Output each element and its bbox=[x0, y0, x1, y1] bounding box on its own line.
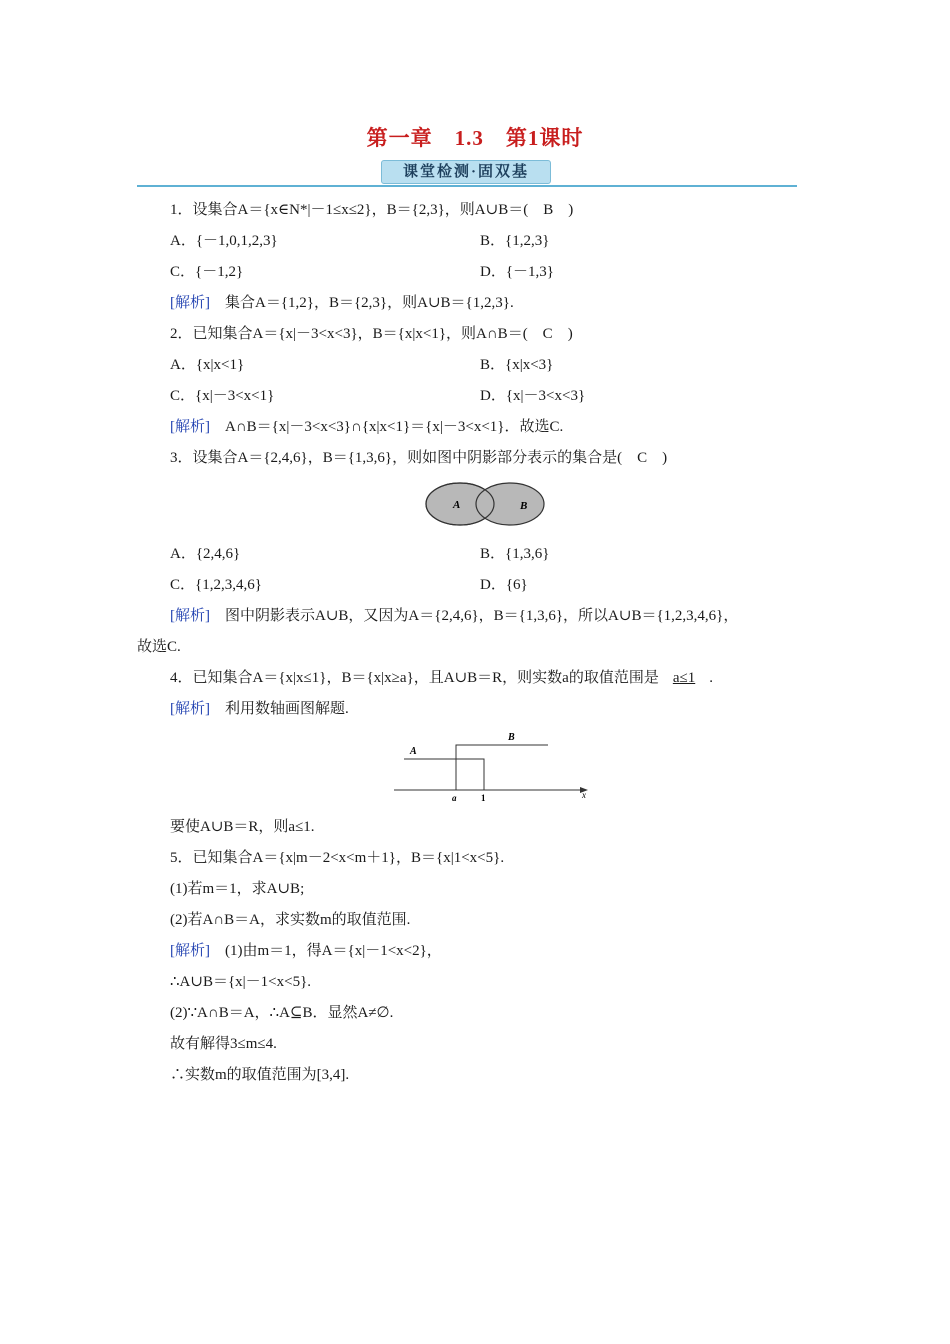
q1-analysis bbox=[170, 293, 514, 313]
q4-stem-text: 4．已知集合A＝{x|x≤1}，B＝{x|x≥a}，且A∪B＝R，则实数a的取值范围是 bbox=[170, 670, 659, 686]
q5-solution-4: 故有解得3≤m≤4. bbox=[170, 1036, 277, 1052]
tick-1: 1 bbox=[481, 793, 486, 803]
q3-analysis-cont: 故选C. bbox=[137, 639, 181, 655]
axis-label-a: A bbox=[410, 746, 417, 757]
venn-label-a: A bbox=[453, 499, 461, 511]
q3-option-d: D．{6} bbox=[480, 577, 528, 593]
analysis-tag: [解析] bbox=[170, 701, 210, 717]
analysis-tag: [解析] bbox=[170, 295, 210, 311]
q3-option-b: B．{1,3,6} bbox=[480, 546, 550, 562]
q1-option-b: B．{1,2,3} bbox=[480, 233, 550, 249]
q5-solution-2: ∴A∪B＝{x|－1<x<5}. bbox=[170, 974, 312, 990]
q1-option-c: C．{－1,2} bbox=[170, 264, 244, 280]
q5-solution-5: ∴实数m的取值范围为[3,4]. bbox=[170, 1067, 350, 1083]
q3-stem: 3．设集合A＝{2,4,6}，B＝{1,3,6}，则如图中阴影部分表示的集合是( C ) bbox=[170, 450, 668, 466]
q5-part-1: (1)若m＝1，求A∪B; bbox=[170, 881, 305, 897]
q2-option-d: D．{x|－3<x<3} bbox=[480, 388, 586, 404]
axis-label-b: B bbox=[508, 732, 515, 743]
q3-option-c: C．{1,2,3,4,6} bbox=[170, 577, 262, 593]
q3-option-a: A．{2,4,6} bbox=[170, 546, 241, 562]
q4-conclusion: 要使A∪B＝R，则a≤1. bbox=[170, 819, 315, 835]
number-line-diagram bbox=[390, 728, 590, 806]
q5-part-2: (2)若A∩B＝A，求实数m的取值范围. bbox=[170, 912, 411, 928]
set-b-ray bbox=[456, 745, 548, 790]
page-title: 第一章 1.3 第1课时 bbox=[366, 126, 584, 150]
q4-stem-end: . bbox=[709, 670, 713, 686]
venn-set-b bbox=[476, 483, 544, 525]
q1-option-a: A．{－1,0,1,2,3} bbox=[170, 233, 278, 249]
q1-option-d: D．{－1,3} bbox=[480, 264, 554, 280]
q3-analysis bbox=[170, 606, 738, 626]
venn-label-b: B bbox=[520, 500, 528, 512]
q5-solution-3: (2)∵A∩B＝A，∴A⊆B．显然A≠∅. bbox=[170, 1005, 394, 1021]
tick-a: a bbox=[452, 793, 457, 803]
q2-option-c: C．{x|－3<x<1} bbox=[170, 388, 275, 404]
q4-analysis bbox=[170, 699, 349, 719]
q5-stem: 5．已知集合A＝{x|m－2<x<m＋1}，B＝{x|1<x<5}. bbox=[170, 850, 505, 866]
q2-analysis bbox=[170, 417, 563, 437]
q5-solution-1: (1)由m＝1，得A＝{x|－1<x<2}， bbox=[210, 943, 442, 959]
q4-analysis-text: 利用数轴画图解题. bbox=[210, 701, 349, 717]
q2-option-a: A．{x|x<1} bbox=[170, 357, 245, 373]
q1-analysis-text: 集合A＝{1,2}，B＝{2,3}，则A∪B＝{1,2,3}. bbox=[210, 295, 514, 311]
q4-stem bbox=[170, 668, 713, 688]
analysis-tag: [解析] bbox=[170, 608, 210, 624]
analysis-tag: [解析] bbox=[170, 943, 210, 959]
section-badge: 课堂检测·固双基 bbox=[381, 160, 551, 184]
venn-diagram bbox=[420, 478, 560, 530]
q3-analysis-text: 图中阴影表示A∪B，又因为A＝{2,4,6}，B＝{1,3,6}，所以A∪B＝{1,2,3,4,6}， bbox=[210, 608, 739, 624]
q5-analysis bbox=[170, 941, 442, 961]
axis-x-label: x bbox=[582, 790, 586, 800]
set-a-ray bbox=[404, 759, 484, 790]
q4-answer-blank: a≤1 bbox=[672, 670, 696, 686]
header-divider bbox=[137, 185, 797, 187]
analysis-tag: [解析] bbox=[170, 419, 210, 435]
q1-stem: 1．设集合A＝{x∈N*|－1≤x≤2}，B＝{2,3}，则A∪B＝( B ) bbox=[170, 202, 574, 218]
q2-option-b: B．{x|x<3} bbox=[480, 357, 554, 373]
q2-stem: 2．已知集合A＝{x|－3<x<3}，B＝{x|x<1}，则A∩B＝( C ) bbox=[170, 326, 573, 342]
q2-analysis-text: A∩B＝{x|－3<x<3}∩{x|x<1}＝{x|－3<x<1}．故选C. bbox=[210, 419, 564, 435]
